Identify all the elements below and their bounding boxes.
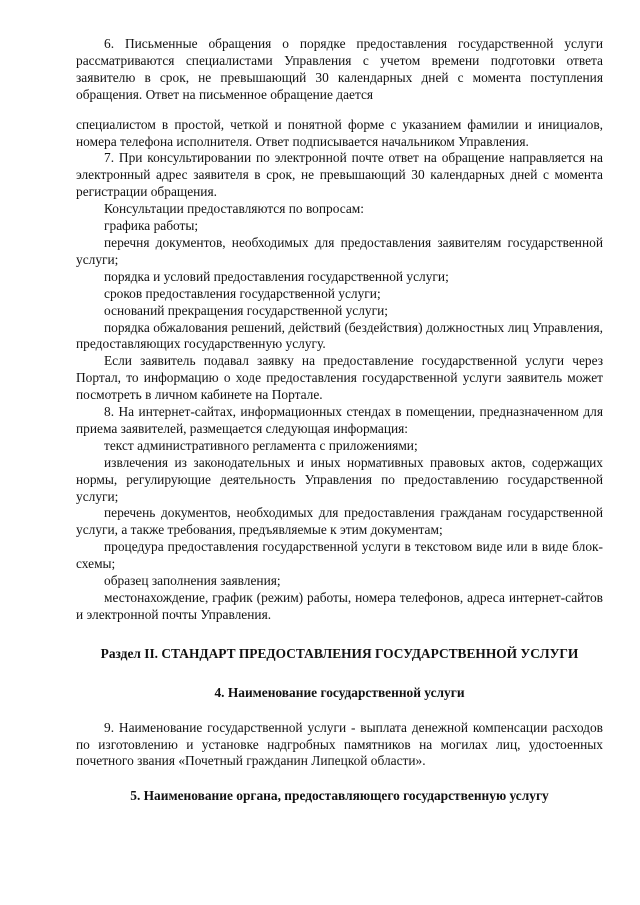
subsection-heading-5: 5. Наименование органа, предоставляющего государственную услугу <box>130 788 549 804</box>
section-heading: Раздел II. СТАНДАРТ ПРЕДОСТАВЛЕНИЯ ГОСУДАРСТВЕННОЙ УСЛУГИ <box>100 645 579 661</box>
info-item: образец заполнения заявления; <box>104 573 281 589</box>
spacer <box>76 663 603 685</box>
paragraph-7: 7. При консультировании по электронной почте ответ на обращение направляется на электронный адрес заявителя в срок, не превышающий 30 календарных дней с момента регистрации обращения. <box>76 150 603 200</box>
document-page <box>76 36 603 805</box>
consult-item: порядка обжалования решений, действий (бездействия) должностных лиц Управления, предоставляющих государственную услугу. <box>76 319 603 352</box>
portal-paragraph: Если заявитель подавал заявку на предоставление государственной услуги через Портал, то информацию о ходе предоставления государственной услуги заявитель может посмотреть в личном кабинете на Портале. <box>76 353 603 403</box>
paragraph-8: 8. На интернет-сайтах, информационных стендах в помещении, предназначенном для приема заявителей, размещается следующая информация: <box>76 404 603 436</box>
consult-item: графика работы; <box>104 218 199 234</box>
info-item: процедура предоставления государственной услуги в текстовом виде или в виде блок-схемы; <box>76 539 603 572</box>
info-item: местонахождение, график (режим) работы, номера телефонов, адреса интернет-сайтов и электронной почты Управления. <box>76 590 603 622</box>
paragraph-6-part-2: специалистом в простой, четкой и понятной форме с указанием фамилии и инициалов, номера телефона исполнителя. Ответ подписывается начальником Управления. <box>76 116 603 149</box>
consult-item: порядка и условий предоставления государственной услуги; <box>104 268 449 284</box>
info-item: извлечения из законодательных и иных нормативных правовых актов, содержащих нормы, регулирующие деятельность Управления по предоставлению государственной услуги; <box>76 454 603 504</box>
consult-intro: Консультации предоставляются по вопросам: <box>104 201 365 217</box>
consult-item: перечня документов, необходимых для предоставления заявителям государственной услуги; <box>76 234 603 267</box>
spacer <box>76 624 603 646</box>
page-break-gap <box>76 104 603 117</box>
subsection-heading-4: 4. Наименование государственной услуги <box>214 684 465 700</box>
paragraph-9: 9. Наименование государственной услуги - выплата денежной компенсации расходов по изготовлению и установке надгробных памятников на могилах лиц, удостоенных почетного звания «Почетный гражданин Липецкой области». <box>76 719 603 769</box>
spacer <box>76 770 603 788</box>
spacer <box>76 702 603 720</box>
info-item: текст административного регламента с приложениями; <box>104 437 418 453</box>
paragraph-6-part-1: 6. Письменные обращения о порядке предоставления государственной услуги рассматриваются специалистами Управления с учетом времени подготовки ответа заявителю в срок, не превышающий 30 календарных дней с момента поступления обращения. Ответ на письменное обращение дается <box>76 36 603 102</box>
consult-item: сроков предоставления государственной услуги; <box>104 285 381 301</box>
consult-item: оснований прекращения государственной услуги; <box>104 302 388 318</box>
info-item: перечень документов, необходимых для предоставления гражданам государственной услуги, а также требования, предъявляемые к этим документам; <box>76 505 603 538</box>
